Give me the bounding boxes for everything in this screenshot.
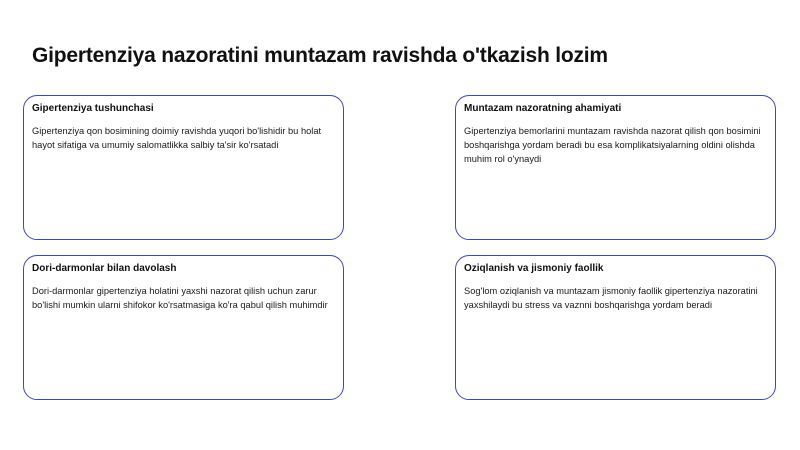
card-text: Gipertenziya qon bosimining doimiy ravishda yuqori bo'lishidir bu holat hayot sifatiga va umumiy salomatlikka salbiy ta'sir ko'rsatadi (32, 126, 322, 150)
card-medication-treatment (23, 255, 344, 400)
card-heading: Gipertenziya tushunchasi (32, 103, 154, 114)
card-heading: Muntazam nazoratning ahamiyati (464, 103, 622, 114)
card-nutrition-activity (455, 255, 776, 400)
card-text: Gipertenziya bemorlarini muntazam ravishda nazorat qilish qon bosimini boshqarishga yordam beradi bu esa komplikatsiyalarning oldini olishda muhim rol o'ynaydi (464, 126, 761, 164)
card-text: Dori-darmonlar gipertenziya holatini yaxshi nazorat qilish uchun zarur bo'lishi mumkin ularni shifokor ko'rsatmasiga ko'ra qabul qilish muhimdir (32, 286, 328, 310)
card-hypertension-concept (23, 95, 344, 240)
card-regular-monitoring (455, 95, 776, 240)
card-text: Sog'lom oziqlanish va muntazam jismoniy faollik gipertenziya nazoratini yaxshilaydi bu stress va vaznni boshqarishga yordam beradi (464, 286, 758, 310)
card-heading: Oziqlanish va jismoniy faollik (464, 263, 604, 274)
card-heading: Dori-darmonlar bilan davolash (32, 263, 177, 274)
slide-title: Gipertenziya nazoratini muntazam ravishda o'tkazish lozim (32, 44, 608, 67)
